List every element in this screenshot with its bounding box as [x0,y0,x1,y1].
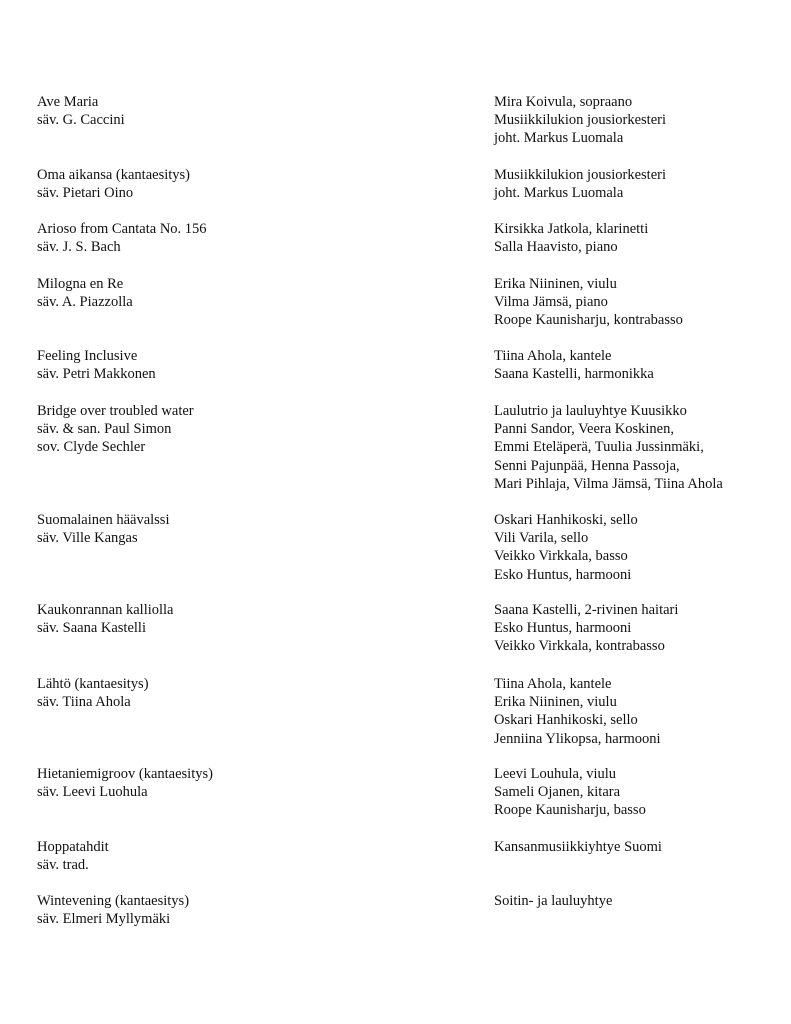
performer-line: Panni Sandor, Veera Koskinen, [494,421,674,438]
performer-line: Erika Niininen, viulu [494,694,617,711]
performer-line: Veikko Virkkala, kontrabasso [494,638,665,655]
piece-title: Ave Maria [37,94,99,110]
piece-title: Oma aikansa (kantaesitys) [37,167,191,183]
piece-info [37,347,457,383]
performer-line: Roope Kaunisharju, kontrabasso [494,312,683,329]
arranger: sov. Clyde Sechler [37,439,146,456]
piece-title: Wintevening (kantaesitys) [37,893,190,909]
performer-line: Oskari Hanhikoski, sello [494,512,638,528]
performer-line: Erika Niininen, viulu [494,276,617,292]
piece-title: Arioso from Cantata No. 156 [37,221,207,237]
performer-line: Veikko Virkkala, basso [494,548,628,565]
piece-title: Lähtö (kantaesitys) [37,676,149,692]
piece-title: Milogna en Re [37,276,124,292]
performer-line: Sameli Ojanen, kitara [494,784,621,801]
composer: säv. Elmeri Myllymäki [37,911,171,928]
performer-line: Soitin- ja lauluyhtye [494,893,613,909]
piece-info [37,511,457,547]
performer-line: Salla Haavisto, piano [494,239,618,256]
performer-line: Mira Koivula, sopraano [494,94,633,110]
piece-info [37,275,457,311]
performer-line: Vili Varila, sello [494,530,589,547]
performers [494,765,784,820]
piece-title: Kaukonrannan kalliolla [37,602,174,618]
performer-line: Oskari Hanhikoski, sello [494,712,638,729]
composer: säv. Leevi Luohula [37,784,148,801]
composer: säv. J. S. Bach [37,239,121,256]
performer-line: Musiikkilukion jousiorkesteri [494,167,666,183]
performers [494,275,784,330]
piece-info [37,765,457,801]
performers [494,166,784,202]
performer-line: Tiina Ahola, kantele [494,348,612,364]
performers [494,402,784,493]
composer: säv. Tiina Ahola [37,694,131,711]
piece-info [37,402,457,457]
piece-info [37,892,457,928]
piece-info [37,675,457,711]
performer-line: Roope Kaunisharju, basso [494,802,646,819]
composer: säv. Saana Kastelli [37,620,146,637]
performer-line: Saana Kastelli, 2-rivinen haitari [494,602,679,618]
composer: säv. Ville Kangas [37,530,138,547]
performer-line: Esko Huntus, harmooni [494,566,632,583]
piece-info [37,601,457,637]
performer-line: Kirsikka Jatkola, klarinetti [494,221,649,237]
performer-line: joht. Markus Luomala [494,130,624,147]
piece-info [37,93,457,129]
performer-line: joht. Markus Luomala [494,185,624,202]
performer-line: Saana Kastelli, harmonikka [494,366,654,383]
performer-line: Emmi Eteläperä, Tuulia Jussinmäki, [494,439,704,456]
composer: säv. trad. [37,857,89,874]
performers [494,892,784,910]
composer: säv. G. Caccini [37,112,125,129]
piece-title: Hietaniemigroov (kantaesitys) [37,766,213,782]
performers [494,838,784,856]
performers [494,93,784,148]
piece-title: Feeling Inclusive [37,348,138,364]
piece-info [37,838,457,874]
performers [494,347,784,383]
performers [494,220,784,256]
performers [494,511,784,584]
piece-title: Hoppatahdit [37,839,109,855]
performer-line: Laulutrio ja lauluyhtye Kuusikko [494,403,687,419]
performer-line: Esko Huntus, harmooni [494,620,632,637]
performer-line: Jenniina Ylikopsa, harmooni [494,730,661,747]
performer-line: Vilma Jämsä, piano [494,294,608,311]
piece-title: Bridge over troubled water [37,403,194,419]
performer-line: Leevi Louhula, viulu [494,766,617,782]
composer: säv. & san. Paul Simon [37,421,172,438]
piece-info [37,220,457,256]
performers [494,601,784,656]
piece-title: Suomalainen häävalssi [37,512,170,528]
composer: säv. Pietari Oino [37,185,134,202]
performer-line: Tiina Ahola, kantele [494,676,612,692]
piece-info [37,166,457,202]
performer-line: Senni Pajunpää, Henna Passoja, [494,457,680,474]
performer-line: Mari Pihlaja, Vilma Jämsä, Tiina Ahola [494,475,723,492]
performers [494,675,784,748]
composer: säv. A. Piazzolla [37,294,133,311]
performer-line: Kansanmusiikkiyhtye Suomi [494,839,662,855]
composer: säv. Petri Makkonen [37,366,156,383]
performer-line: Musiikkilukion jousiorkesteri [494,112,666,129]
